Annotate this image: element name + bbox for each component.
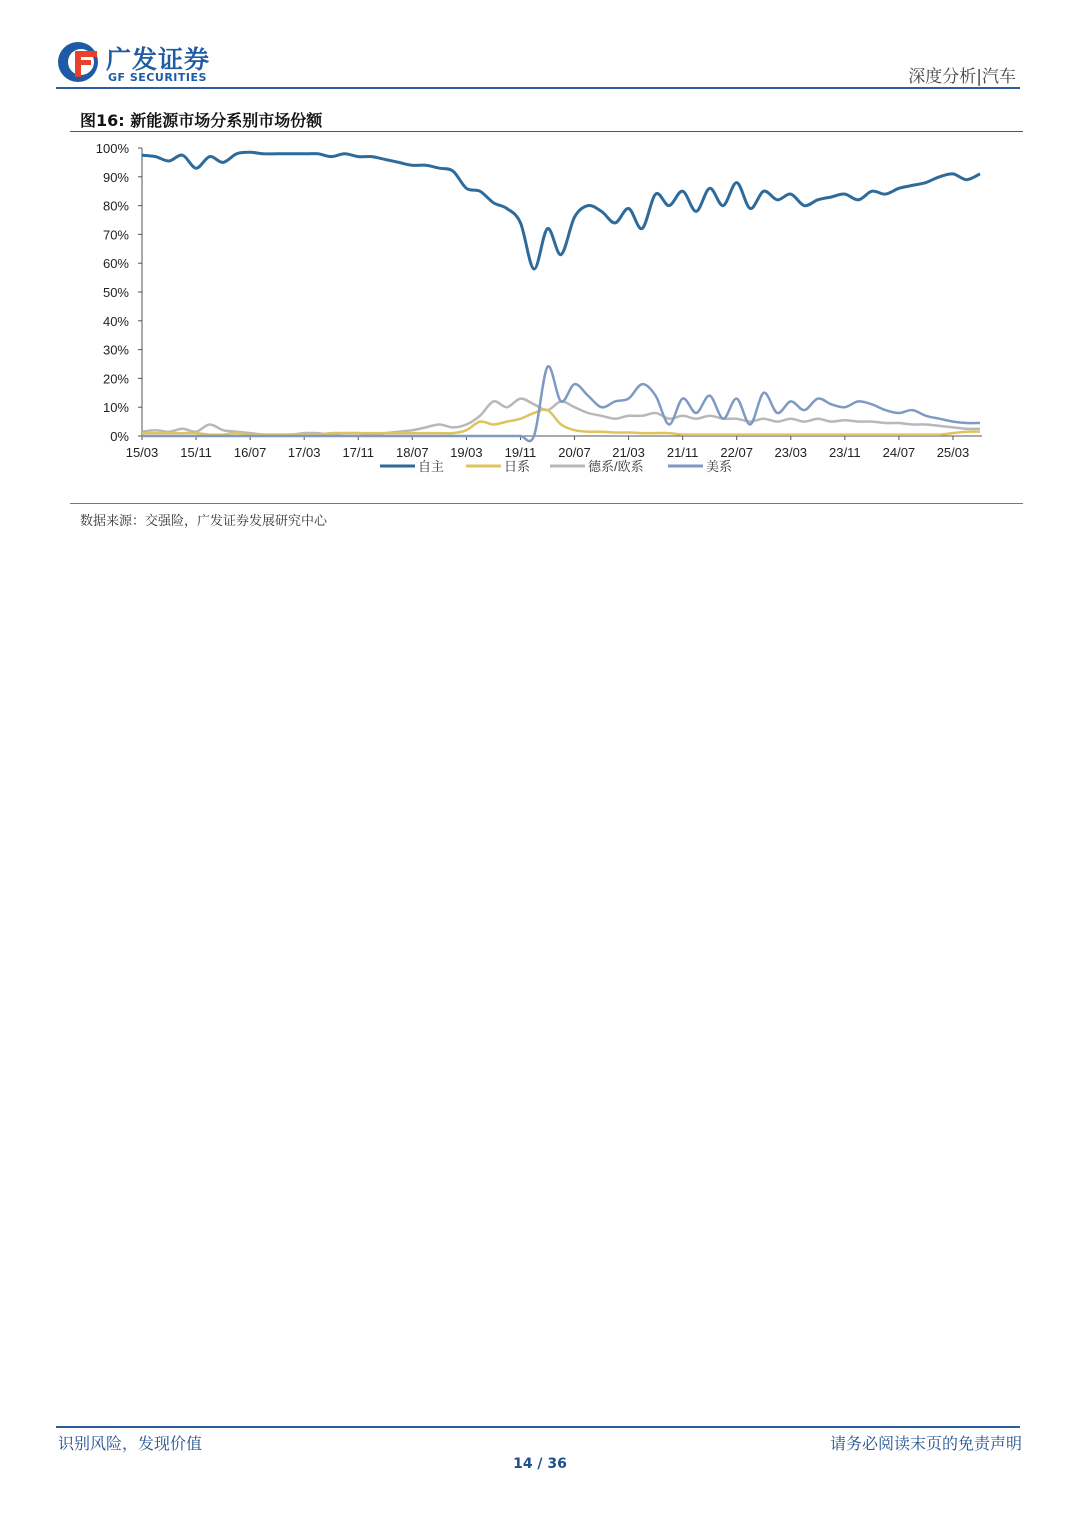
- header-rule: [56, 87, 1020, 89]
- footer-rule: [56, 1426, 1020, 1428]
- legend: [380, 459, 732, 474]
- y-tick-label: 60%: [102, 256, 129, 272]
- x-tick-label: 17/11: [342, 445, 375, 460]
- footer-disclaimer: 请务必阅读末页的免责声明: [829, 1434, 1022, 1453]
- legend-label: 德系/欧系: [588, 459, 644, 474]
- x-tick-label: 22/07: [720, 445, 753, 460]
- x-tick-label: 23/03: [774, 445, 808, 460]
- y-tick-label: 20%: [102, 371, 129, 387]
- figure-bottom-rule: [70, 503, 1023, 504]
- x-tick-label: 20/07: [558, 445, 591, 460]
- y-tick-label: 40%: [102, 313, 129, 329]
- figure-top-rule: [70, 131, 1023, 132]
- company-logo: [56, 38, 231, 88]
- x-tick-label: 19/03: [450, 445, 483, 460]
- report-type: 深度分析: [908, 67, 977, 87]
- series-line-3: [142, 366, 980, 441]
- chart-svg: [70, 135, 1023, 480]
- x-tick-label: 16/07: [233, 445, 267, 460]
- x-tick-label: 21/11: [666, 445, 699, 460]
- legend-label: 美系: [706, 459, 733, 474]
- legend-label: 自主: [418, 459, 445, 474]
- y-tick-label: 0%: [110, 429, 129, 444]
- x-tick-label: 18/07: [396, 445, 429, 460]
- y-axis: [96, 141, 142, 444]
- gf-logo-icon: [56, 38, 104, 86]
- report-category: [908, 62, 1016, 87]
- page-number: 14 / 36: [513, 1456, 567, 1472]
- x-axis: [126, 436, 982, 460]
- y-tick-label: 90%: [102, 169, 129, 185]
- y-tick-label: 80%: [102, 198, 129, 214]
- x-tick-label: 15/03: [125, 445, 159, 460]
- logo-english-name: GF SECURITIES: [108, 71, 207, 84]
- legend-label: 日系: [504, 459, 531, 474]
- industry-label: 汽车: [982, 67, 1016, 87]
- y-tick-label: 50%: [102, 285, 129, 300]
- y-tick-label: 70%: [102, 227, 129, 243]
- data-source: 数据来源：交强险，广发证券发展研究中心: [80, 514, 328, 529]
- series-line-0: [142, 152, 980, 269]
- market-share-chart: [70, 135, 1023, 480]
- x-tick-label: 25/03: [936, 445, 970, 460]
- series-lines: [142, 152, 980, 441]
- figure-title: 图16: 新能源市场分系别市场份额: [80, 111, 323, 130]
- y-tick-label: 30%: [102, 342, 129, 358]
- y-tick-label: 10%: [102, 400, 129, 416]
- y-tick-label: 100%: [95, 141, 129, 156]
- x-tick-label: 15/11: [180, 445, 212, 460]
- x-tick-label: 21/03: [612, 445, 645, 460]
- x-tick-label: 23/11: [829, 445, 861, 460]
- x-tick-label: 19/11: [504, 445, 537, 460]
- page-header: [0, 0, 1080, 92]
- x-tick-label: 24/07: [882, 445, 916, 460]
- footer-slogan: 识别风险，发现价值: [58, 1434, 203, 1453]
- logo-chinese-name: 广发证券: [106, 45, 211, 74]
- header-divider: |: [976, 67, 982, 87]
- x-tick-label: 17/03: [287, 445, 321, 460]
